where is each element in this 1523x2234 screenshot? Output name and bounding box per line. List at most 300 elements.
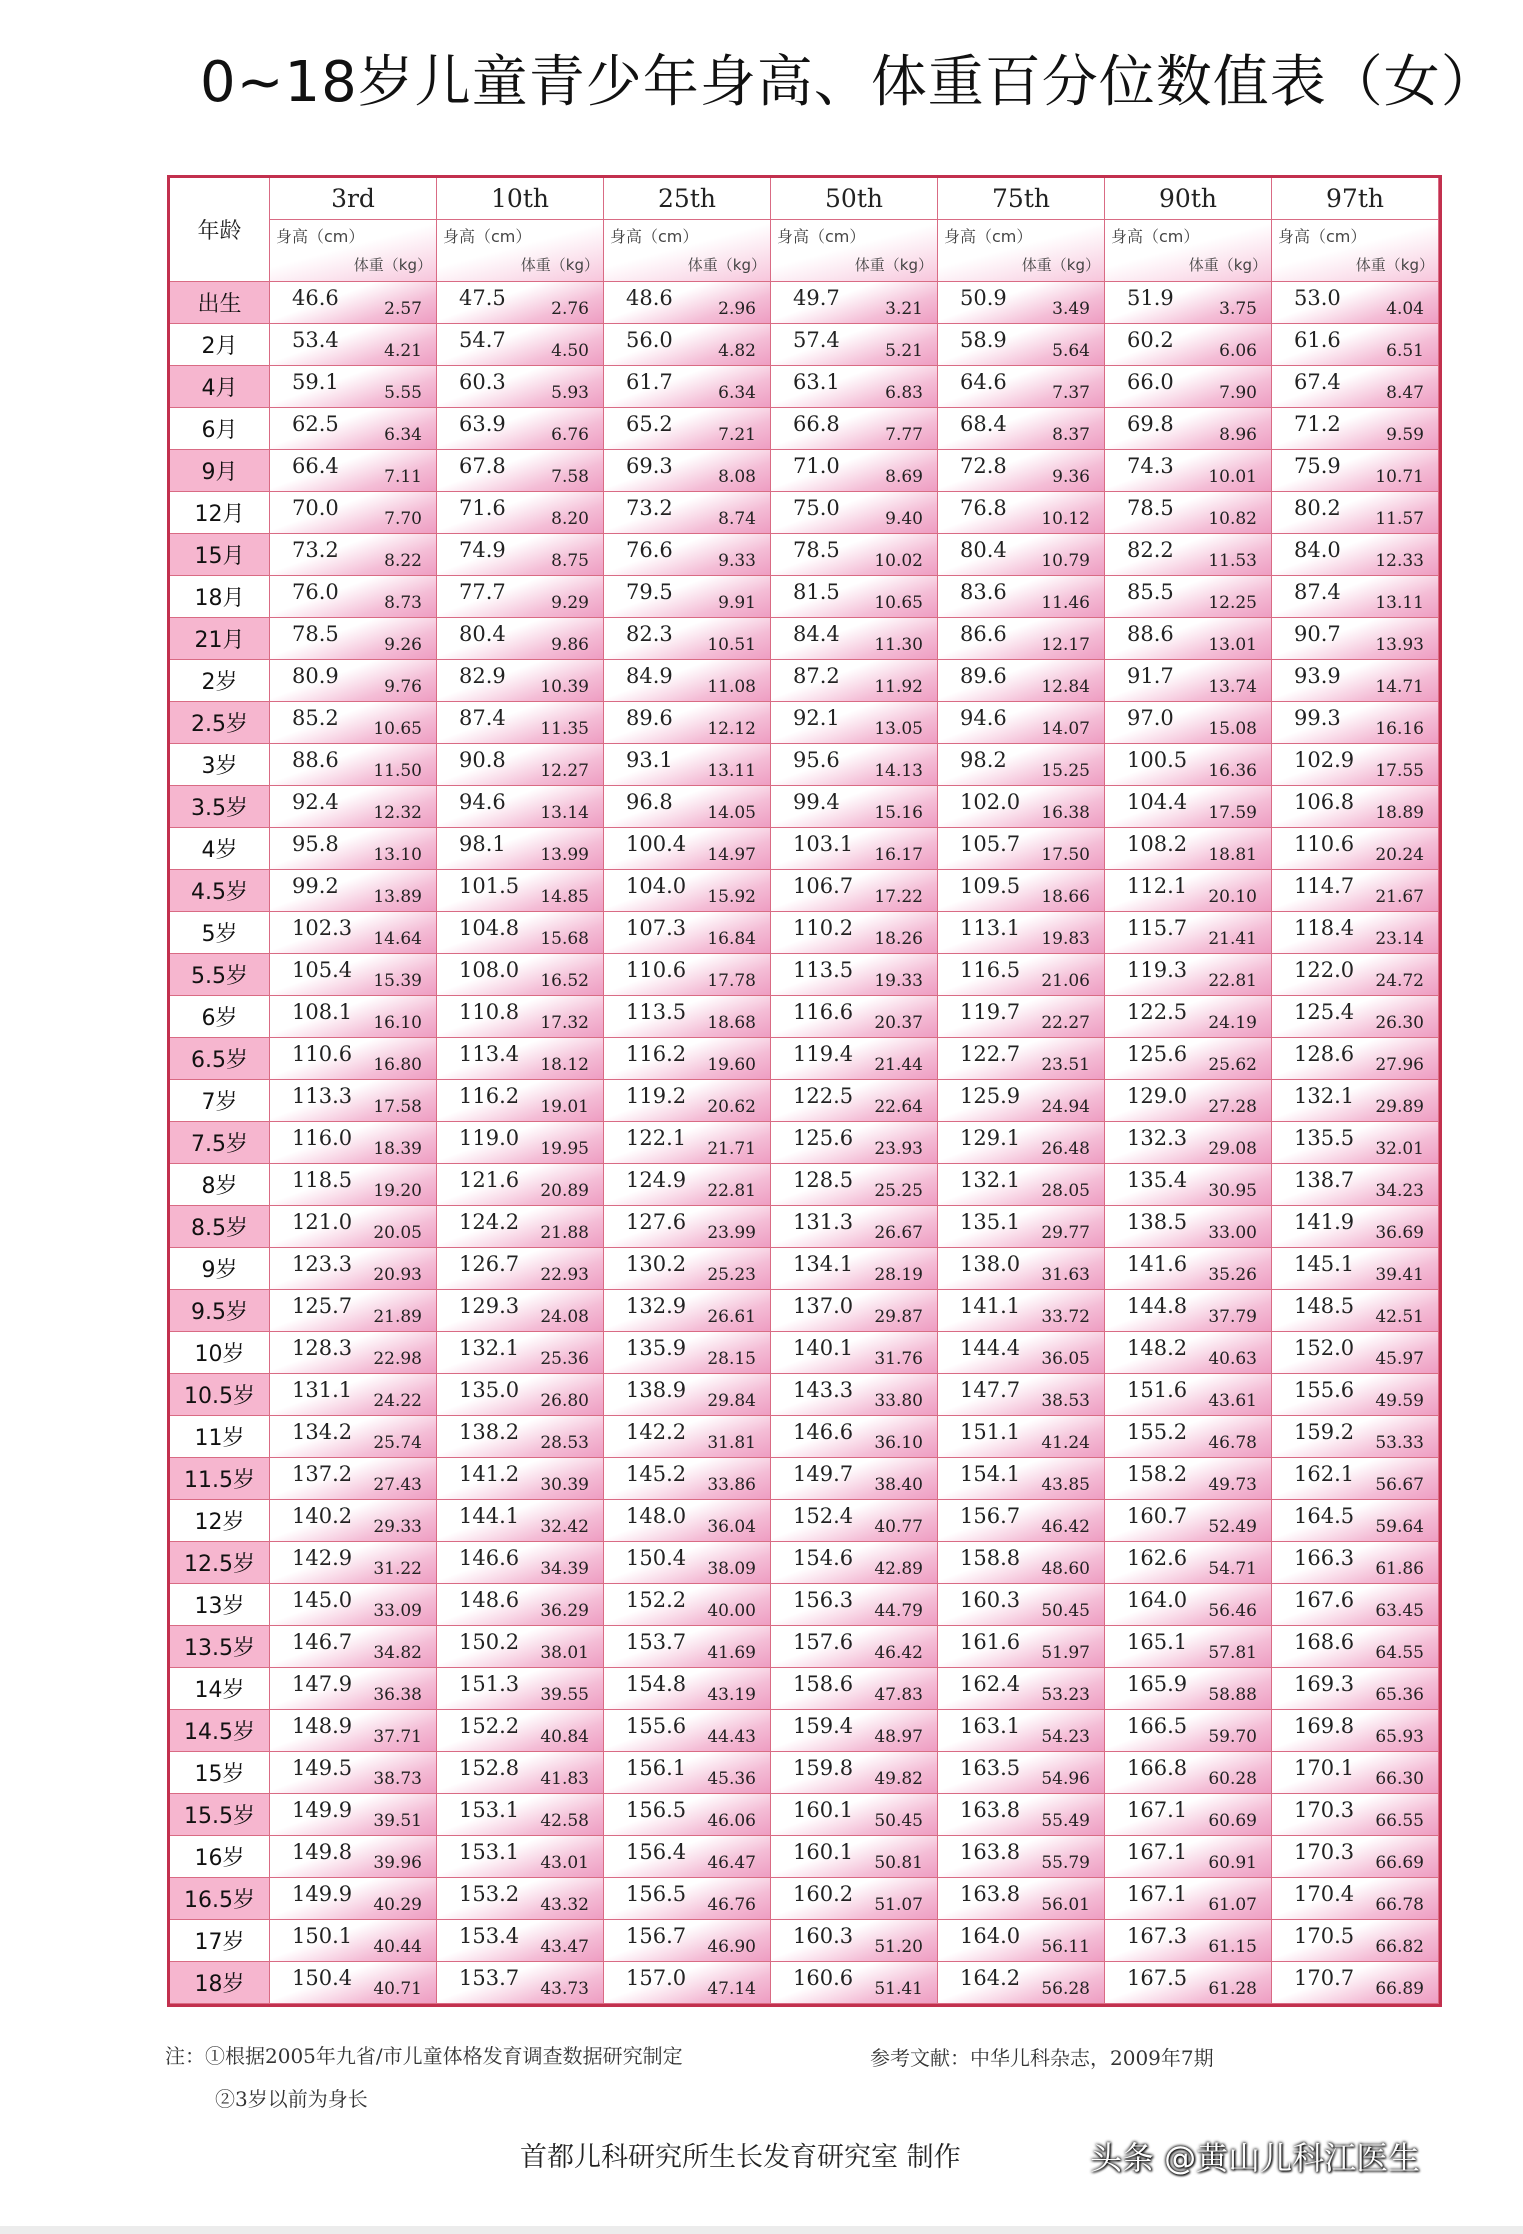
weight-value: 22.98 <box>373 1349 422 1369</box>
age-cell: 10.5岁 <box>170 1374 270 1416</box>
age-cell: 出生 <box>170 282 270 324</box>
value-cell <box>604 1542 771 1584</box>
height-value: 84.0 <box>1294 538 1341 562</box>
value-cell <box>1272 744 1439 786</box>
weight-value: 13.11 <box>1375 593 1424 613</box>
value-cell <box>771 618 938 660</box>
weight-value: 21.41 <box>1208 929 1257 949</box>
note-length: ②3岁以前为身长 <box>215 2087 368 2111</box>
height-value: 141.1 <box>960 1294 1021 1318</box>
weight-value: 50.45 <box>874 1811 923 1831</box>
weight-value: 10.79 <box>1041 551 1090 571</box>
weight-value: 14.07 <box>1041 719 1090 739</box>
value-cell <box>938 1500 1105 1542</box>
value-cell <box>1105 1080 1272 1122</box>
weight-value: 51.07 <box>874 1895 923 1915</box>
page-bottom-edge <box>0 2226 1523 2234</box>
height-value: 122.5 <box>793 1084 854 1108</box>
weight-value: 22.93 <box>540 1265 589 1285</box>
value-cell <box>771 1416 938 1458</box>
height-value: 110.6 <box>626 958 687 982</box>
height-value: 113.1 <box>960 916 1021 940</box>
value-cell <box>1272 366 1439 408</box>
height-value: 149.8 <box>292 1840 353 1864</box>
height-value: 132.1 <box>960 1168 1021 1192</box>
value-cell <box>270 1710 437 1752</box>
weight-value: 46.42 <box>874 1643 923 1663</box>
value-cell <box>1272 1500 1439 1542</box>
weight-value: 5.93 <box>551 383 589 403</box>
height-value: 170.3 <box>1294 1840 1355 1864</box>
height-value: 110.8 <box>459 1000 520 1024</box>
height-value: 144.1 <box>459 1504 520 1528</box>
weight-unit-label: 体重（kg） <box>520 256 599 274</box>
weight-value: 11.35 <box>540 719 589 739</box>
value-cell <box>604 996 771 1038</box>
value-cell <box>938 954 1105 996</box>
value-cell <box>604 1122 771 1164</box>
weight-value: 15.92 <box>707 887 756 907</box>
height-value: 112.1 <box>1127 874 1188 898</box>
weight-value: 56.67 <box>1375 1475 1424 1495</box>
value-cell <box>1105 1710 1272 1752</box>
value-cell <box>437 660 604 702</box>
height-value: 122.1 <box>626 1126 687 1150</box>
value-cell <box>1105 1332 1272 1374</box>
weight-value: 51.20 <box>874 1937 923 1957</box>
weight-value: 18.81 <box>1208 845 1257 865</box>
age-cell: 12月 <box>170 492 270 534</box>
height-value: 95.6 <box>793 748 840 772</box>
height-value: 56.0 <box>626 328 673 352</box>
value-cell <box>437 1626 604 1668</box>
height-value: 160.7 <box>1127 1504 1188 1528</box>
weight-value: 66.89 <box>1375 1979 1424 1999</box>
height-value: 167.5 <box>1127 1966 1188 1990</box>
weight-value: 9.36 <box>1052 467 1090 487</box>
weight-value: 10.51 <box>707 635 756 655</box>
weight-value: 18.26 <box>874 929 923 949</box>
height-unit-label: 身高（cm） <box>777 227 866 246</box>
weight-value: 10.71 <box>1375 467 1424 487</box>
value-cell <box>270 1668 437 1710</box>
value-cell <box>437 702 604 744</box>
height-unit-label: 身高（cm） <box>944 227 1033 246</box>
height-value: 132.3 <box>1127 1126 1188 1150</box>
value-cell <box>437 1290 604 1332</box>
value-cell <box>771 786 938 828</box>
weight-value: 43.61 <box>1208 1391 1257 1411</box>
height-value: 126.7 <box>459 1252 520 1276</box>
percentile-header: 25th <box>604 178 771 220</box>
weight-value: 14.71 <box>1375 677 1424 697</box>
height-value: 147.7 <box>960 1378 1021 1402</box>
value-cell <box>1272 1710 1439 1752</box>
weight-value: 11.30 <box>874 635 923 655</box>
weight-value: 26.67 <box>874 1223 923 1243</box>
height-value: 156.4 <box>626 1840 687 1864</box>
height-value: 92.4 <box>292 790 339 814</box>
height-value: 131.1 <box>292 1378 353 1402</box>
weight-value: 41.83 <box>540 1769 589 1789</box>
weight-value: 24.94 <box>1041 1097 1090 1117</box>
weight-value: 38.73 <box>373 1769 422 1789</box>
age-cell: 16.5岁 <box>170 1878 270 1920</box>
height-value: 75.9 <box>1294 454 1341 478</box>
weight-value: 4.50 <box>551 341 589 361</box>
value-cell <box>1105 1290 1272 1332</box>
height-value: 151.1 <box>960 1420 1021 1444</box>
weight-value: 31.63 <box>1041 1265 1090 1285</box>
height-value: 83.6 <box>960 580 1007 604</box>
weight-value: 7.11 <box>384 467 422 487</box>
weight-value: 22.64 <box>874 1097 923 1117</box>
weight-value: 39.55 <box>540 1685 589 1705</box>
weight-value: 21.89 <box>373 1307 422 1327</box>
weight-value: 38.53 <box>1041 1391 1090 1411</box>
weight-value: 56.28 <box>1041 1979 1090 1999</box>
value-cell <box>1272 1206 1439 1248</box>
note-source: 注：①根据2005年九省/市儿童体格发育调查数据研究制定 <box>165 2044 683 2068</box>
weight-value: 13.14 <box>540 803 589 823</box>
value-cell <box>270 534 437 576</box>
height-unit-label: 身高（cm） <box>443 227 532 246</box>
weight-value: 36.38 <box>373 1685 422 1705</box>
height-value: 134.2 <box>292 1420 353 1444</box>
height-value: 145.1 <box>1294 1252 1355 1276</box>
weight-value: 6.34 <box>384 425 422 445</box>
value-cell <box>938 576 1105 618</box>
height-value: 68.4 <box>960 412 1007 436</box>
height-value: 153.1 <box>459 1798 520 1822</box>
value-cell <box>938 1584 1105 1626</box>
weight-value: 5.64 <box>1052 341 1090 361</box>
percentile-header: 50th <box>771 178 938 220</box>
value-cell <box>270 366 437 408</box>
value-cell <box>938 618 1105 660</box>
age-cell: 6岁 <box>170 996 270 1038</box>
weight-value: 65.93 <box>1375 1727 1424 1747</box>
height-value: 160.3 <box>793 1924 854 1948</box>
height-value: 129.0 <box>1127 1084 1188 1108</box>
height-value: 96.8 <box>626 790 673 814</box>
weight-value: 39.51 <box>373 1811 422 1831</box>
value-cell <box>270 828 437 870</box>
value-cell <box>437 1080 604 1122</box>
weight-value: 17.58 <box>373 1097 422 1117</box>
weight-value: 28.19 <box>874 1265 923 1285</box>
height-value: 161.6 <box>960 1630 1021 1654</box>
weight-value: 16.36 <box>1208 761 1257 781</box>
age-cell: 9.5岁 <box>170 1290 270 1332</box>
value-cell <box>1272 492 1439 534</box>
weight-value: 12.27 <box>540 761 589 781</box>
weight-value: 14.85 <box>540 887 589 907</box>
weight-value: 17.22 <box>874 887 923 907</box>
weight-unit-label: 体重（kg） <box>1188 256 1267 274</box>
value-cell <box>1105 618 1272 660</box>
value-cell <box>771 702 938 744</box>
weight-value: 12.12 <box>707 719 756 739</box>
height-value: 61.6 <box>1294 328 1341 352</box>
weight-value: 20.62 <box>707 1097 756 1117</box>
weight-value: 8.22 <box>384 551 422 571</box>
value-cell <box>270 1500 437 1542</box>
height-value: 113.4 <box>459 1042 520 1066</box>
weight-value: 45.97 <box>1375 1349 1424 1369</box>
height-value: 157.6 <box>793 1630 854 1654</box>
weight-value: 29.77 <box>1041 1223 1090 1243</box>
weight-value: 40.77 <box>874 1517 923 1537</box>
height-value: 135.4 <box>1127 1168 1188 1192</box>
height-value: 169.8 <box>1294 1714 1355 1738</box>
value-cell <box>437 954 604 996</box>
weight-value: 10.65 <box>373 719 422 739</box>
height-value: 51.9 <box>1127 286 1174 310</box>
value-cell <box>270 1878 437 1920</box>
weight-value: 30.39 <box>540 1475 589 1495</box>
weight-value: 36.10 <box>874 1433 923 1453</box>
height-value: 159.8 <box>793 1756 854 1780</box>
height-value: 106.7 <box>793 874 854 898</box>
age-cell: 5.5岁 <box>170 954 270 996</box>
value-cell <box>938 1038 1105 1080</box>
value-cell <box>1105 702 1272 744</box>
weight-value: 15.68 <box>540 929 589 949</box>
height-value: 116.2 <box>626 1042 687 1066</box>
height-value: 63.9 <box>459 412 506 436</box>
height-value: 163.8 <box>960 1882 1021 1906</box>
value-cell <box>771 1920 938 1962</box>
height-value: 82.3 <box>626 622 673 646</box>
weight-value: 10.39 <box>540 677 589 697</box>
value-cell <box>270 1290 437 1332</box>
weight-value: 21.44 <box>874 1055 923 1075</box>
height-value: 163.5 <box>960 1756 1021 1780</box>
weight-value: 11.57 <box>1375 509 1424 529</box>
height-value: 119.4 <box>793 1042 854 1066</box>
weight-value: 25.25 <box>874 1181 923 1201</box>
value-cell <box>1105 1248 1272 1290</box>
height-value: 170.5 <box>1294 1924 1355 1948</box>
weight-value: 2.76 <box>551 299 589 319</box>
height-value: 125.6 <box>1127 1042 1188 1066</box>
value-cell <box>604 618 771 660</box>
weight-value: 16.17 <box>874 845 923 865</box>
value-cell <box>437 1752 604 1794</box>
value-cell <box>1105 1878 1272 1920</box>
height-value: 156.3 <box>793 1588 854 1612</box>
value-cell <box>604 1290 771 1332</box>
value-cell <box>270 1836 437 1878</box>
value-cell <box>437 1458 604 1500</box>
height-unit-label: 身高（cm） <box>276 227 365 246</box>
weight-value: 17.55 <box>1375 761 1424 781</box>
weight-value: 10.01 <box>1208 467 1257 487</box>
weight-value: 21.06 <box>1041 971 1090 991</box>
weight-value: 21.67 <box>1375 887 1424 907</box>
value-cell <box>938 324 1105 366</box>
weight-value: 11.46 <box>1041 593 1090 613</box>
value-cell <box>1105 1752 1272 1794</box>
value-cell <box>437 1206 604 1248</box>
weight-value: 18.39 <box>373 1139 422 1159</box>
value-cell <box>437 534 604 576</box>
value-cell <box>604 324 771 366</box>
weight-value: 46.78 <box>1208 1433 1257 1453</box>
value-cell <box>437 1416 604 1458</box>
value-cell <box>938 1332 1105 1374</box>
height-value: 116.0 <box>292 1126 353 1150</box>
value-cell <box>604 1416 771 1458</box>
value-cell <box>604 1794 771 1836</box>
value-cell <box>604 408 771 450</box>
age-cell: 17岁 <box>170 1920 270 1962</box>
height-value: 85.2 <box>292 706 339 730</box>
value-cell <box>771 1164 938 1206</box>
value-cell <box>437 1794 604 1836</box>
weight-value: 6.51 <box>1386 341 1424 361</box>
weight-value: 15.16 <box>874 803 923 823</box>
weight-value: 12.25 <box>1208 593 1257 613</box>
height-value: 64.6 <box>960 370 1007 394</box>
height-value: 160.1 <box>793 1798 854 1822</box>
value-cell <box>270 1206 437 1248</box>
value-cell <box>604 702 771 744</box>
value-cell <box>1272 870 1439 912</box>
weight-value: 61.86 <box>1375 1559 1424 1579</box>
height-value: 135.9 <box>626 1336 687 1360</box>
weight-value: 5.21 <box>885 341 923 361</box>
age-cell: 3.5岁 <box>170 786 270 828</box>
value-cell <box>270 1416 437 1458</box>
weight-value: 16.80 <box>373 1055 422 1075</box>
weight-value: 8.08 <box>718 467 756 487</box>
height-value: 78.5 <box>292 622 339 646</box>
weight-value: 14.13 <box>874 761 923 781</box>
value-cell <box>1105 786 1272 828</box>
height-value: 77.7 <box>459 580 506 604</box>
height-value: 164.2 <box>960 1966 1021 1990</box>
weight-value: 26.61 <box>707 1307 756 1327</box>
value-cell <box>604 576 771 618</box>
value-cell <box>938 1542 1105 1584</box>
weight-value: 15.08 <box>1208 719 1257 739</box>
value-cell <box>437 1374 604 1416</box>
weight-value: 20.37 <box>874 1013 923 1033</box>
weight-value: 40.71 <box>373 1979 422 1999</box>
height-value: 95.8 <box>292 832 339 856</box>
value-cell <box>604 912 771 954</box>
height-value: 167.1 <box>1127 1840 1188 1864</box>
value-cell <box>270 660 437 702</box>
value-cell <box>771 282 938 324</box>
weight-value: 53.23 <box>1041 1685 1090 1705</box>
height-value: 97.0 <box>1127 706 1174 730</box>
value-cell <box>771 1878 938 1920</box>
height-value: 70.0 <box>292 496 339 520</box>
height-value: 75.0 <box>793 496 840 520</box>
weight-value: 29.84 <box>707 1391 756 1411</box>
value-cell <box>270 1584 437 1626</box>
weight-value: 36.69 <box>1375 1223 1424 1243</box>
value-cell <box>270 1458 437 1500</box>
height-value: 148.0 <box>626 1504 687 1528</box>
age-cell: 12岁 <box>170 1500 270 1542</box>
weight-value: 19.20 <box>373 1181 422 1201</box>
height-value: 153.7 <box>626 1630 687 1654</box>
weight-value: 43.19 <box>707 1685 756 1705</box>
unit-header <box>1272 220 1439 282</box>
height-value: 141.9 <box>1294 1210 1355 1234</box>
weight-value: 43.73 <box>540 1979 589 1999</box>
height-value: 102.9 <box>1294 748 1355 772</box>
height-value: 152.4 <box>793 1504 854 1528</box>
age-cell: 2.5岁 <box>170 702 270 744</box>
value-cell <box>604 1500 771 1542</box>
height-value: 148.2 <box>1127 1336 1188 1360</box>
age-cell: 8.5岁 <box>170 1206 270 1248</box>
value-cell <box>771 1458 938 1500</box>
height-value: 119.7 <box>960 1000 1021 1024</box>
weight-value: 65.36 <box>1375 1685 1424 1705</box>
weight-value: 27.43 <box>373 1475 422 1495</box>
weight-value: 19.83 <box>1041 929 1090 949</box>
height-value: 150.4 <box>626 1546 687 1570</box>
value-cell <box>1272 408 1439 450</box>
age-cell: 12.5岁 <box>170 1542 270 1584</box>
weight-value: 33.80 <box>874 1391 923 1411</box>
weight-value: 66.82 <box>1375 1937 1424 1957</box>
value-cell <box>1105 1584 1272 1626</box>
height-value: 49.7 <box>793 286 840 310</box>
weight-value: 22.81 <box>1208 971 1257 991</box>
age-cell: 15月 <box>170 534 270 576</box>
height-value: 98.1 <box>459 832 506 856</box>
weight-value: 48.60 <box>1041 1559 1090 1579</box>
value-cell <box>938 870 1105 912</box>
height-value: 170.3 <box>1294 1798 1355 1822</box>
value-cell <box>1272 1458 1439 1500</box>
height-value: 99.4 <box>793 790 840 814</box>
weight-value: 9.91 <box>718 593 756 613</box>
height-value: 71.2 <box>1294 412 1341 436</box>
weight-value: 51.41 <box>874 1979 923 1999</box>
value-cell <box>1272 1836 1439 1878</box>
value-cell <box>1272 702 1439 744</box>
height-value: 127.6 <box>626 1210 687 1234</box>
value-cell <box>938 1290 1105 1332</box>
value-cell <box>938 1164 1105 1206</box>
weight-value: 38.01 <box>540 1643 589 1663</box>
height-value: 135.1 <box>960 1210 1021 1234</box>
weight-value: 20.05 <box>373 1223 422 1243</box>
weight-value: 10.02 <box>874 551 923 571</box>
height-value: 163.8 <box>960 1840 1021 1864</box>
weight-value: 23.99 <box>707 1223 756 1243</box>
weight-value: 8.47 <box>1386 383 1424 403</box>
weight-value: 36.29 <box>540 1601 589 1621</box>
height-value: 156.5 <box>626 1882 687 1906</box>
weight-value: 42.51 <box>1375 1307 1424 1327</box>
value-cell <box>938 1626 1105 1668</box>
height-value: 108.0 <box>459 958 520 982</box>
weight-value: 37.79 <box>1208 1307 1257 1327</box>
value-cell <box>604 1752 771 1794</box>
value-cell <box>1105 534 1272 576</box>
value-cell <box>1272 1920 1439 1962</box>
value-cell <box>437 1836 604 1878</box>
